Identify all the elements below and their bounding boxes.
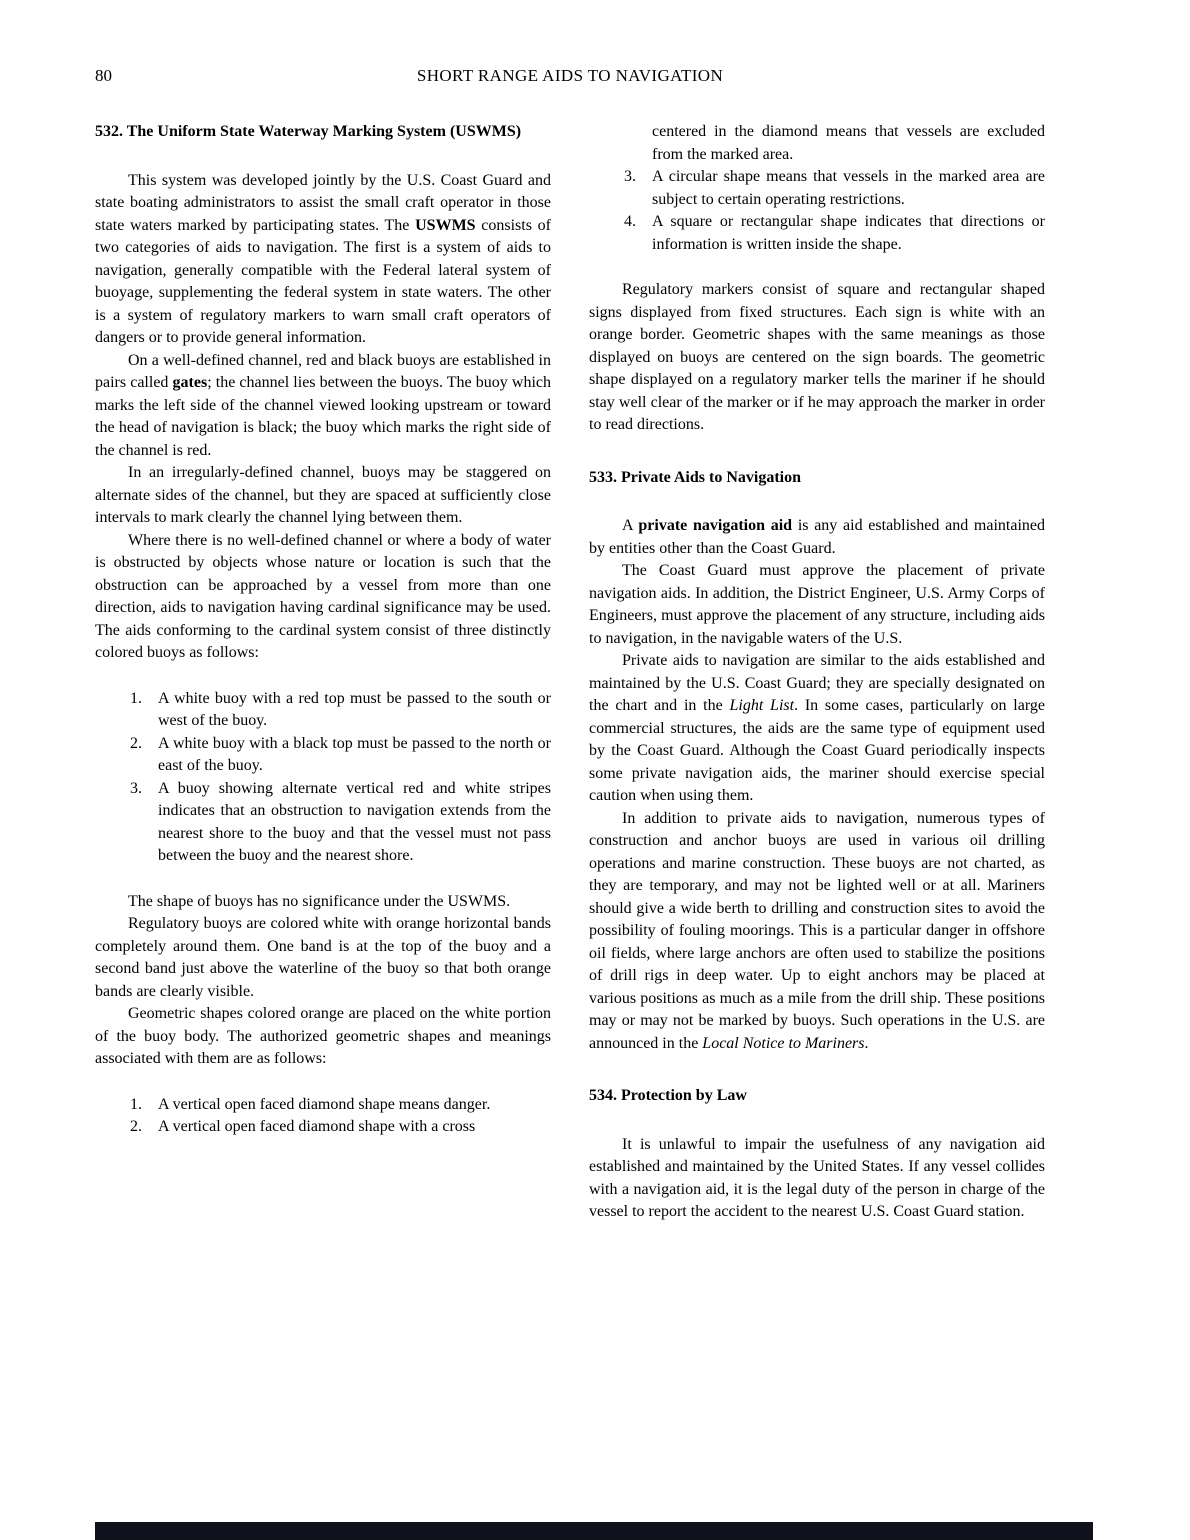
running-head bbox=[95, 66, 1045, 90]
list-marker: 3. bbox=[624, 168, 636, 185]
text-run: On a well-defined channel, red and black buoys are established in pairs called bbox=[95, 351, 551, 391]
section-heading: 532. The Uniform State Waterway Marking System (USWMS) bbox=[95, 123, 522, 140]
text-run: Private aids to navigation are similar to the aids established and maintained by the U.S. Coast Guard; they are specially designated on the chart and in the bbox=[589, 652, 1045, 714]
list-item-text bbox=[652, 211, 1045, 256]
list-item bbox=[589, 211, 1045, 256]
text-run: A buoy showing alternate vertical red and white stripes indicates that an obstruction to navigation extends from the nearest shore to the buoy and that the vessel must not pass between the buoy and the nearest shore. bbox=[158, 779, 551, 864]
paragraph bbox=[95, 913, 551, 1003]
text-run: A square or rectangular shape indicates that directions or information is written inside the shape. bbox=[652, 213, 1045, 253]
paragraph bbox=[589, 515, 1045, 560]
list-item bbox=[95, 688, 551, 733]
numbered-list bbox=[95, 1094, 551, 1139]
list-item-text bbox=[652, 121, 1045, 166]
text-run: A white buoy with a black top must be passed to the north or east of the buoy. bbox=[158, 734, 551, 774]
text-run: A bbox=[622, 517, 639, 534]
numbered-list bbox=[589, 121, 1045, 256]
list-marker: 2. bbox=[130, 1118, 142, 1135]
text-run: consists of two categories of aids to navigation. The first is a system of aids to navigation, generally compatible with the Federal lateral system of buoyage, supplementing the federal system in state waters. The other is a system of regulatory markers to warn small craft operators of dangers or to provide general information. bbox=[95, 216, 552, 346]
list-marker: 2. bbox=[130, 734, 142, 752]
text-run: . bbox=[864, 1034, 869, 1052]
text-run: Where there is no well-defined channel or where a body of water is obstructed by objects whose nature or location is such that the obstruction can be approached by a vessel from more than one direction, aids to navigation having cardinal significance may be used. The aids conforming to the cardinal system consist of three distinctly colored buoys as follows: bbox=[95, 531, 551, 661]
text-run: The shape of buoys has no significance under the USWMS. bbox=[128, 892, 511, 910]
list-item-text bbox=[158, 733, 551, 778]
list-item-text bbox=[158, 1116, 551, 1139]
text-run: Regulatory buoys are colored white with orange horizontal bands completely around them. One band is at the top of the buoy and a second band just above the waterline of the buoy so that both orange bands are clearly visible. bbox=[95, 915, 551, 1000]
list-marker bbox=[624, 121, 652, 166]
list-item bbox=[95, 733, 551, 778]
list-marker: 1. bbox=[130, 1095, 142, 1113]
list-marker: 4. bbox=[624, 213, 636, 230]
section-heading: 533. Private Aids to Navigation bbox=[589, 468, 801, 486]
list-item-text bbox=[158, 778, 551, 868]
text-run: Local Notice to Mariners bbox=[702, 1034, 865, 1052]
text-run: is any aid established and maintained by entities other than the Coast Guard. bbox=[589, 517, 1046, 557]
text-run: gates bbox=[172, 374, 208, 391]
paragraph bbox=[589, 1134, 1045, 1224]
text-run: Light List bbox=[729, 697, 795, 714]
text-run: Geometric shapes colored orange are placed on the white portion of the buoy body. The authorized geometric shapes and meanings associated with them are as follows: bbox=[95, 1005, 551, 1067]
paragraph bbox=[95, 891, 551, 914]
paragraph bbox=[589, 650, 1045, 808]
list-marker: 3. bbox=[130, 779, 142, 797]
text-run: A white buoy with a red top must be passed to the south or west of the buoy. bbox=[158, 689, 551, 729]
text-run: A vertical open faced diamond shape means danger. bbox=[158, 1095, 491, 1113]
text-run: centered in the diamond means that vessels are excluded from the marked area. bbox=[652, 123, 1045, 163]
list-item bbox=[95, 778, 551, 868]
text-run: ; the channel lies between the buoys. The buoy which marks the left side of the channel viewed looking upstream or toward the head of navigation is black; the buoy which marks the right side of the channel is red. bbox=[95, 374, 552, 459]
text-run: . In some cases, particularly on large commercial structures, the aids are the same type of equipment used by the Coast Guard. Although the Coast Guard periodically inspects some private navigation aids, the mariner should exercise special caution when using them. bbox=[589, 697, 1045, 804]
running-head-title: SHORT RANGE AIDS TO NAVIGATION bbox=[416, 66, 724, 85]
text-run: It is unlawful to impair the usefulness of any navigation aid established and maintained by the United States. If any vessel collides with a navigation aid, it is the legal duty of the person in charge of the vessel to report the accident to the nearest U.S. Coast Guard station. bbox=[589, 1135, 1045, 1220]
two-column-body bbox=[95, 121, 1045, 1224]
list-item bbox=[589, 166, 1045, 211]
text-run: Regulatory markers consist of square and rectangular shaped signs displayed from fixed structures. Each sign is white with an orange border. Geometric shapes with the same meanings as those displayed on buoys are centered on the sign boards. The geometric shape displayed on a regulatory marker tells the mariner if he should stay well clear of the marker or if he may approach the marker in order to read directions. bbox=[589, 281, 1045, 433]
list-item-text bbox=[158, 1094, 551, 1117]
list-item-text bbox=[652, 166, 1045, 211]
paragraph bbox=[589, 808, 1045, 1056]
text-run: In addition to private aids to navigation, numerous types of construction and anchor buoys are used in various oil drilling operations and marine construction. These buoys are not charted, as they are temporary, and may not be lighted well or at all. Mariners should give a wide berth to drilling and construction sites to avoid the possibility of fouling moorings. This is a particular danger in offshore oil fields, where large anchors are often used to stabilize the positions of drill rigs in deep water. Up to eight anchors may be placed at various positions as much as a mile from the drill ship. These positions may or may not be marked by buoys. Such operations in the U.S. are announced in the bbox=[589, 809, 1045, 1052]
right-column bbox=[589, 121, 1045, 1224]
text-run: This system was developed jointly by the U.S. Coast Guard and state boating administrators to assist the small craft operator in those state waters marked by participating states. The bbox=[95, 171, 551, 234]
text-run: private navigation aid bbox=[638, 517, 793, 534]
left-column bbox=[95, 121, 551, 1224]
paragraph bbox=[95, 530, 551, 665]
page-bottom-bar bbox=[95, 1522, 1093, 1540]
paragraph bbox=[95, 170, 551, 350]
text-run: The Coast Guard must approve the placement of private navigation aids. In addition, the District Engineer, U.S. Army Corps of Engineers, must approve the placement of any structure, including aids to navigation, in the navigable waters of the U.S. bbox=[589, 562, 1045, 647]
section-heading: 534. Protection by Law bbox=[589, 1087, 747, 1104]
page-number: 80 bbox=[95, 66, 112, 85]
paragraph bbox=[95, 462, 551, 530]
paragraph bbox=[589, 279, 1045, 437]
list-item bbox=[589, 121, 1045, 166]
list-marker: 1. bbox=[130, 689, 142, 707]
text-run: In an irregularly-defined channel, buoys may be staggered on alternate sides of the channel, but they are spaced at sufficiently close intervals to mark clearly the channel lying between them. bbox=[95, 464, 551, 526]
text-run: USWMS bbox=[415, 216, 476, 234]
list-item bbox=[95, 1116, 551, 1139]
list-item bbox=[95, 1094, 551, 1117]
text-run: A circular shape means that vessels in the marked area are subject to certain operating restrictions. bbox=[652, 168, 1045, 208]
list-item-text bbox=[158, 688, 551, 733]
paragraph bbox=[95, 350, 551, 463]
paragraph bbox=[95, 1003, 551, 1071]
text-run: A vertical open faced diamond shape with a cross bbox=[158, 1118, 476, 1135]
numbered-list bbox=[95, 688, 551, 868]
paragraph bbox=[589, 560, 1045, 650]
